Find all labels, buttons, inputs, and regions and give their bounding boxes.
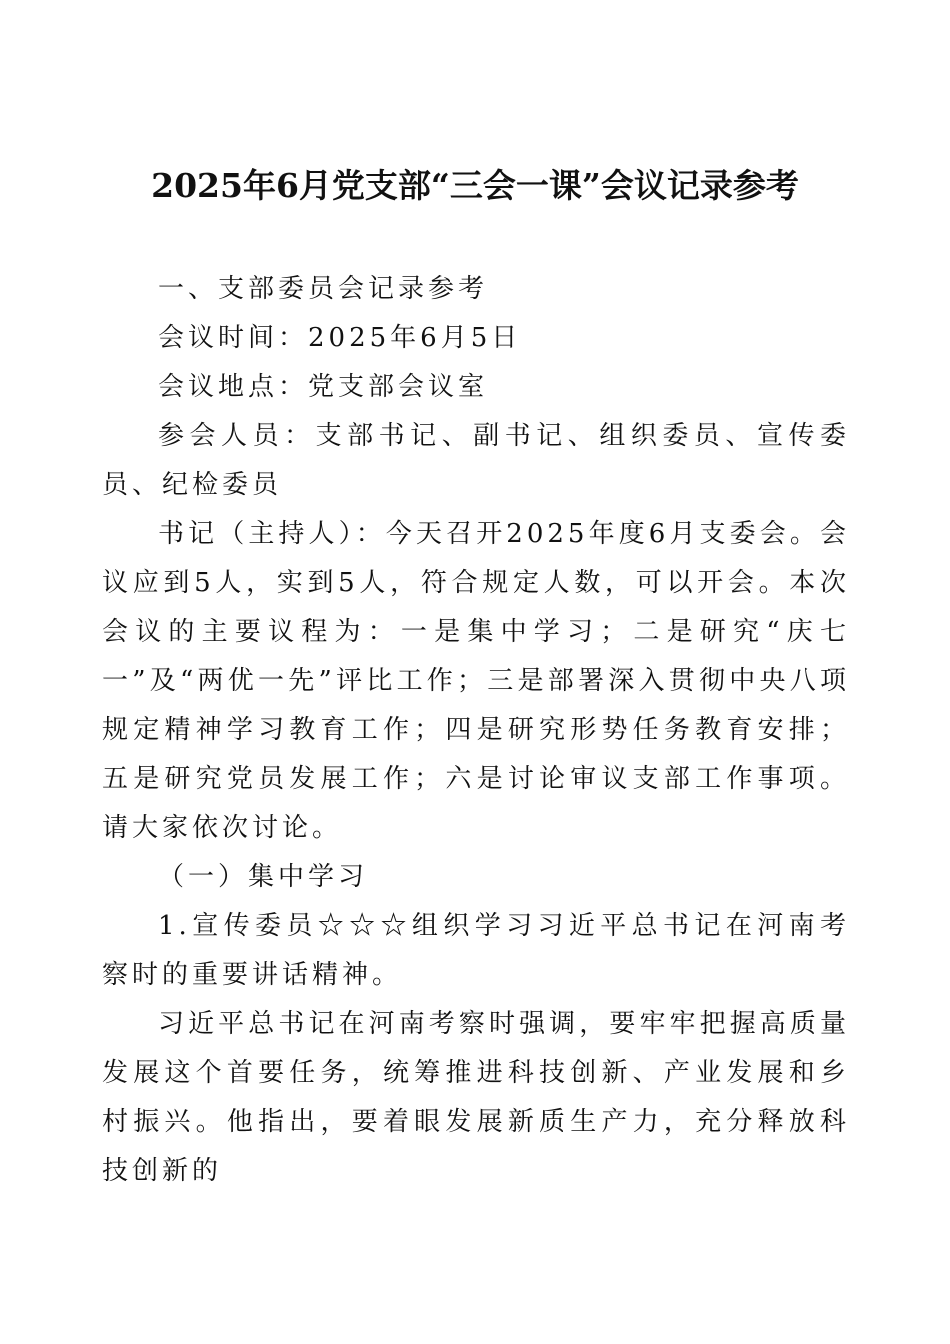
section-heading: 一、支部委员会记录参考: [158, 274, 489, 304]
subsection-heading: （一）集中学习: [158, 862, 369, 892]
paragraph: 1.宣传委员☆☆☆组织学习习近平总书记在河南考察时的重要讲话精神。: [102, 911, 850, 990]
paragraph: 书记（主持人）：今天召开2025年度6月支委会。会议应到5人，实到5人，符合规定人数，可以开会。本次会议的主要议程为：一是集中学习；二是研究“庆七一”及“两优一先”评比工作；三是部署深入贯彻中央八项规定精神学习教育工作；四是研究形势任务教育安排；五是研究党员发展工作；六是讨论审议支部工作事项。请大家依次讨论。: [102, 519, 850, 843]
meeting-time: 会议时间：2025年6月5日: [158, 323, 522, 353]
attendees: 参会人员：支部书记、副书记、组织委员、宣传委员、纪检委员: [102, 421, 850, 500]
document-title: 2025年6月党支部“三会一课”会议记录参考: [151, 166, 799, 205]
paragraph: 习近平总书记在河南考察时强调，要牢牢把握高质量发展这个首要任务，统筹推进科技创新、产业发展和乡村振兴。他指出，要着眼发展新质生产力，充分释放科技创新的: [102, 1009, 850, 1186]
meeting-location: 会议地点：党支部会议室: [158, 372, 489, 402]
document-body: [102, 265, 850, 1196]
